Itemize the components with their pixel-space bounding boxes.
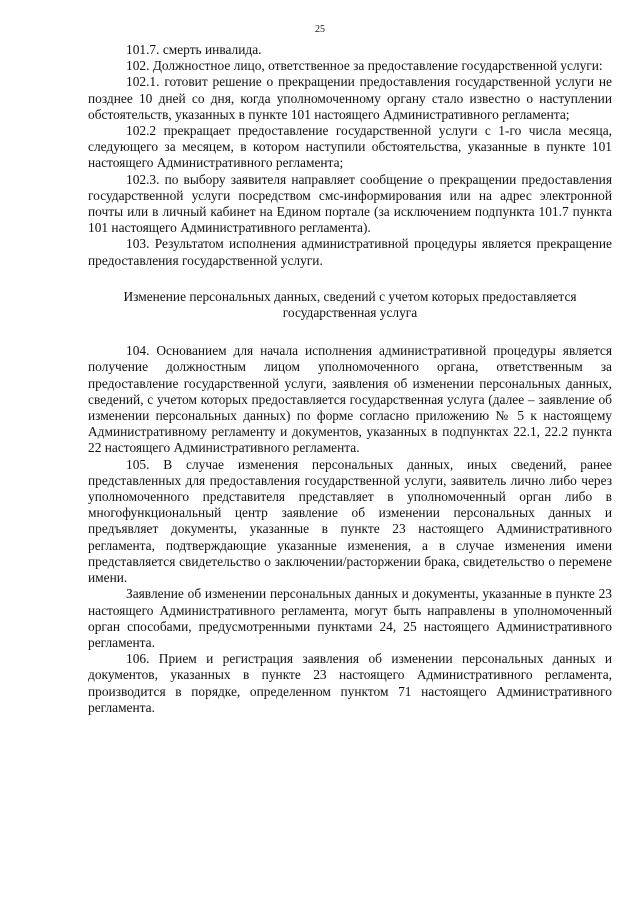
paragraph-106: 106. Прием и регистрация заявления об изменении персональных данных и документов, указанных в пункте 23 настоящего Административного регламента, производится в порядке, определенном пунктом 71 настоящего Административного регламента.: [88, 651, 612, 715]
paragraph-102-2: 102.2 прекращает предоставление государственной услуги с 1-го числа месяца, следующего за месяцем, в котором наступили обстоятельства, указанные в пункте 101 настоящего Административного регламента;: [88, 123, 612, 171]
section-heading: Изменение персональных данных, сведений с учетом которых предоставляется государственная услуга: [123, 288, 577, 321]
paragraph-104: 104. Основанием для начала исполнения административной процедуры является получение должностным лицом уполномоченного органа, ответственным за предоставление государственной услуги, заявления об изменении персональных данных, сведений, с учетом которых предоставляется государственная услуга (далее – заявление об изменении персональных данных) по форме согласно приложению № 5 к настоящему Административному регламенту и документов, указанных в подпунктах 22.1, 22.2 пункта 22 настоящего Административного регламента.: [88, 343, 612, 456]
paragraph-105: 105. В случае изменения персональных данных, иных сведений, ранее представленных для предоставления государственной услуги, заявитель лично либо через уполномоченного представителя представляет в уполномоченный орган либо в многофункциональный центр заявление об изменении персональных данных и предъявляет документы, указанные в пункте 23 настоящего Административного регламента, подтверждающие указанные изменения, а в случае изменения имени представляется свидетельство о заключении/расторжении брака, свидетельство о перемене имени.: [88, 456, 612, 586]
page-number: 25: [315, 24, 325, 35]
paragraph-102: 102. Должностное лицо, ответственное за предоставление государственной услуги:: [126, 58, 603, 74]
paragraph-103: 103. Результатом исполнения административной процедуры является прекращение предоставления государственной услуги.: [88, 236, 612, 268]
paragraph-102-3: 102.3. по выбору заявителя направляет сообщение о прекращении предоставления государственной услуги посредством смс-информирования или на адрес электронной почты или в личный кабинет на Едином портале (за исключением подпункта 101.7 пункта 101 настоящего Административного регламента).: [88, 171, 612, 236]
paragraph-105-statement: Заявление об изменении персональных данных и документы, указанные в пункте 23 настоящего Административного регламента, могут быть направлены в уполномоченный орган способами, предусмотренными пунктами 24, 25 настоящего Административного регламента.: [88, 586, 612, 650]
paragraph-102-1: 102.1. готовит решение о прекращении предоставления государственной услуги не позднее 10 дней со дня, когда уполномоченному органу стало известно о наступлении обстоятельств, указанных в пункте 101 настоящего Административного регламента;: [88, 74, 612, 122]
document-body: [88, 42, 612, 716]
paragraph-101-7: 101.7. смерть инвалида.: [126, 42, 262, 57]
